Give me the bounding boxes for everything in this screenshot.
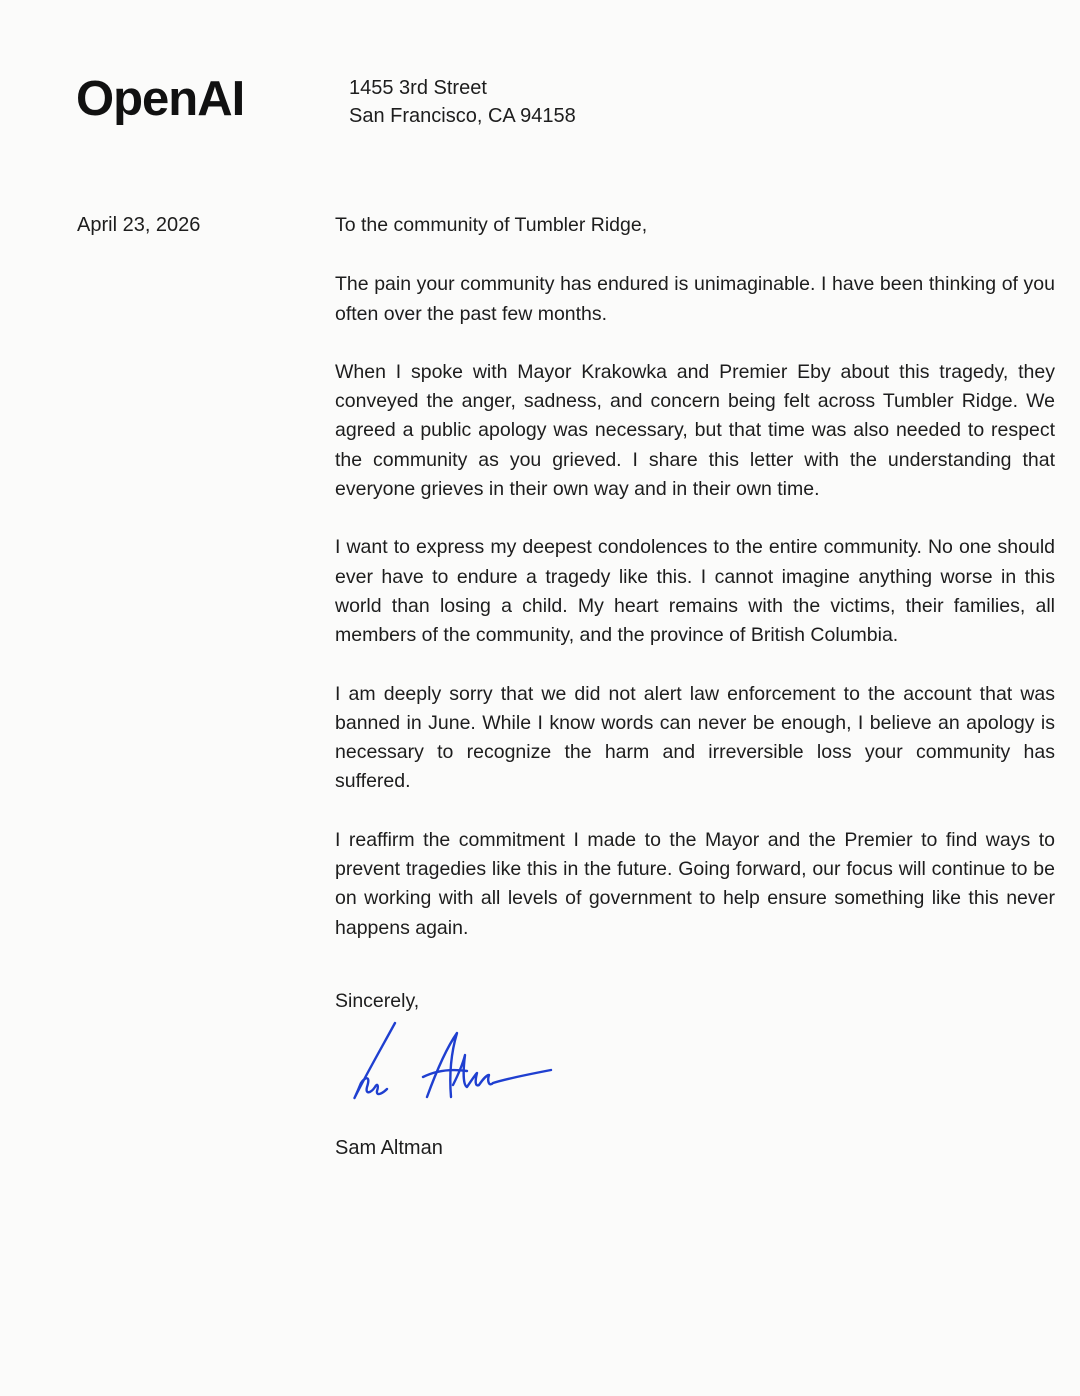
letter-date: April 23, 2026: [77, 214, 201, 236]
paragraph-5: I reaffirm the commitment I made to the Mayor and the Premier to find ways to prevent tragedies like this in the future. Going forward, our focus will continue to be on working with all levels of government to help ensure something like this never happens again.: [335, 828, 1055, 939]
paragraph-4: I am deeply sorry that we did not alert law enforcement to the account that was banned in June. While I know words can never be enough, I believe an apology is necessary to recognize the harm and irreversible loss your community has suffered.: [335, 682, 1055, 793]
letter-body: [335, 211, 1055, 972]
paragraph-2: When I spoke with Mayor Krakowka and Premier Eby about this tragedy, they conveyed the anger, sadness, and concern being felt across Tumbler Ridge. We agreed a public apology was necessary, but that time was also needed to respect the community as you grieved. I share this letter with the understanding that everyone grieves in their own way and in their own time.: [335, 360, 1055, 501]
paragraph-3: I want to express my deepest condolences to the entire community. No one should ever have to endure a tragedy like this. I cannot imagine anything worse in this world than losing a child. My heart remains with the victims, their families, all members of the community, and the province of British Columbia.: [335, 536, 1055, 647]
openai-logo: OpenAI: [76, 72, 245, 126]
address-line-street: 1455 3rd Street: [349, 77, 487, 99]
salutation: To the community of Tumbler Ridge,: [335, 214, 648, 236]
signature-image: [345, 1015, 560, 1110]
company-address: [349, 74, 576, 130]
closing: Sincerely,: [335, 990, 420, 1012]
signer-name: Sam Altman: [335, 1137, 443, 1159]
address-line-city: San Francisco, CA 94158: [349, 105, 576, 127]
paragraph-1: The pain your community has endured is unimaginable. I have been thinking of you often over the past few months.: [335, 273, 1055, 325]
